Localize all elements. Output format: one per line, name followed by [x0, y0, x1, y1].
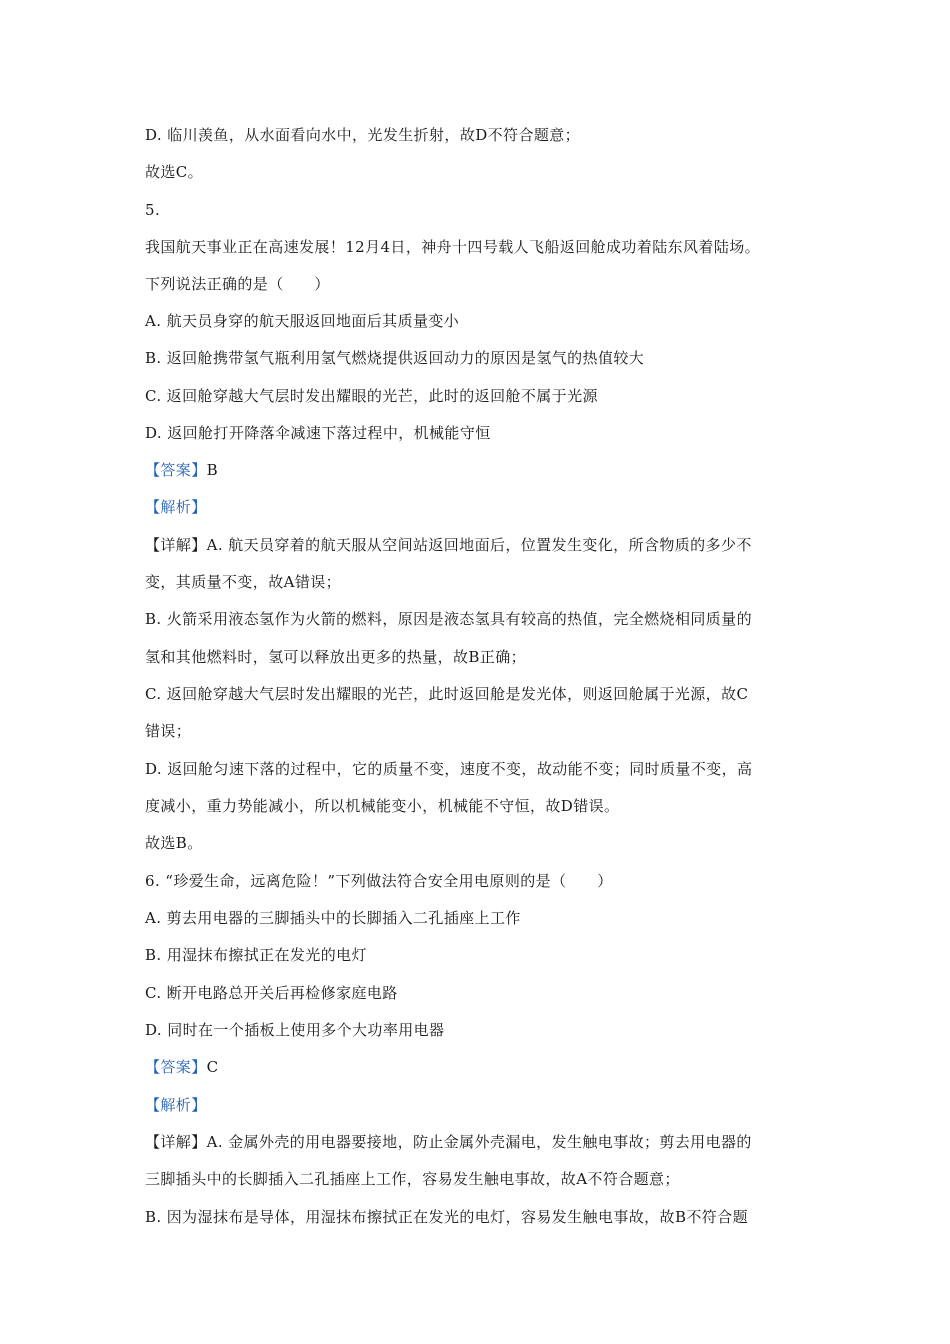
question-6-detail-line-2: 三脚插头中的长脚插入二孔插座上工作，容易发生触电事故，故A不符合题意； — [145, 1170, 680, 1188]
question-6-answer: 【答案】C — [145, 1058, 219, 1076]
question-6-option-c: C. 断开电路总开关后再检修家庭电路 — [145, 984, 398, 1002]
analysis-tag: 【解析】 — [145, 1096, 207, 1114]
conclusion-q4: 故选C。 — [145, 163, 204, 181]
question-5-answer: 【答案】B — [145, 461, 219, 479]
question-5-option-c: C. 返回舱穿越大气层时发出耀眼的光芒，此时的返回舱不属于光源 — [145, 387, 598, 405]
question-6-option-a: A. 剪去用电器的三脚插头中的长脚插入二孔插座上工作 — [145, 909, 521, 927]
question-5-stem-line-2: 下列说法正确的是（ ） — [145, 275, 330, 293]
question-5-stem-line-1: 我国航天事业正在高速发展！12月4日，神舟十四号载人飞船返回舱成功着陆东风着陆场。 — [145, 238, 761, 256]
option-d-q4-explanation: D. 临川羡鱼，从水面看向水中，光发生折射，故D不符合题意； — [145, 126, 581, 144]
question-6-option-d: D. 同时在一个插板上使用多个大功率用电器 — [145, 1021, 445, 1039]
question-6-stem: 6. “珍爱生命，远离危险！”下列做法符合安全用电原则的是（ ） — [145, 872, 613, 890]
question-6-detail-line-3: B. 因为湿抹布是导体，用湿抹布擦拭正在发光的电灯，容易发生触电事故，故B不符合题 — [145, 1208, 748, 1226]
analysis-tag: 【解析】 — [145, 498, 207, 516]
question-6-option-b: B. 用湿抹布擦拭正在发光的电灯 — [145, 946, 367, 964]
question-5-detail-line-2: 变，其质量不变，故A错误； — [145, 573, 342, 591]
detail-tag: 【详解】 — [145, 536, 207, 554]
question-5-detail-line-8: 度减小，重力势能减小，所以机械能变小，机械能不守恒，故D错误。 — [145, 797, 620, 815]
question-5-detail-line-4: 氢和其他燃料时，氢可以释放出更多的热量，故B正确； — [145, 648, 527, 666]
answer-tag: 【答案】 — [145, 1058, 207, 1076]
question-number-5: 5. — [145, 201, 161, 219]
question-5-option-b: B. 返回舱携带氢气瓶利用氢气燃烧提供返回动力的原因是氢气的热值较大 — [145, 349, 645, 367]
question-5-detail-line-1: 【详解】A. 航天员穿着的航天服从空间站返回地面后，位置发生变化，所含物质的多少不 — [145, 536, 752, 554]
question-5-analysis-heading — [145, 497, 207, 517]
question-5-option-a: A. 航天员身穿的航天服返回地面后其质量变小 — [145, 312, 460, 330]
question-5-detail-line-3: B. 火箭采用液态氢作为火箭的燃料，原因是液态氢具有较高的热值，完全燃烧相同质量的 — [145, 610, 752, 628]
answer-tag: 【答案】 — [145, 461, 207, 479]
question-6-analysis-heading — [145, 1095, 207, 1115]
question-6-detail-line-1: 【详解】A. 金属外壳的用电器要接地，防止金属外壳漏电，发生触电事故；剪去用电器的 — [145, 1133, 752, 1151]
conclusion-q5: 故选B。 — [145, 834, 203, 852]
question-5-detail-line-5: C. 返回舱穿越大气层时发出耀眼的光芒，此时返回舱是发光体，则返回舱属于光源，故C — [145, 685, 749, 703]
question-5-option-d: D. 返回舱打开降落伞减速下落过程中，机械能守恒 — [145, 424, 491, 442]
question-5-detail-line-6: 错误； — [145, 722, 192, 740]
question-5-detail-line-7: D. 返回舱匀速下落的过程中，它的质量不变，速度不变，故动能不变；同时质量不变，高 — [145, 760, 753, 778]
detail-tag: 【详解】 — [145, 1133, 207, 1151]
